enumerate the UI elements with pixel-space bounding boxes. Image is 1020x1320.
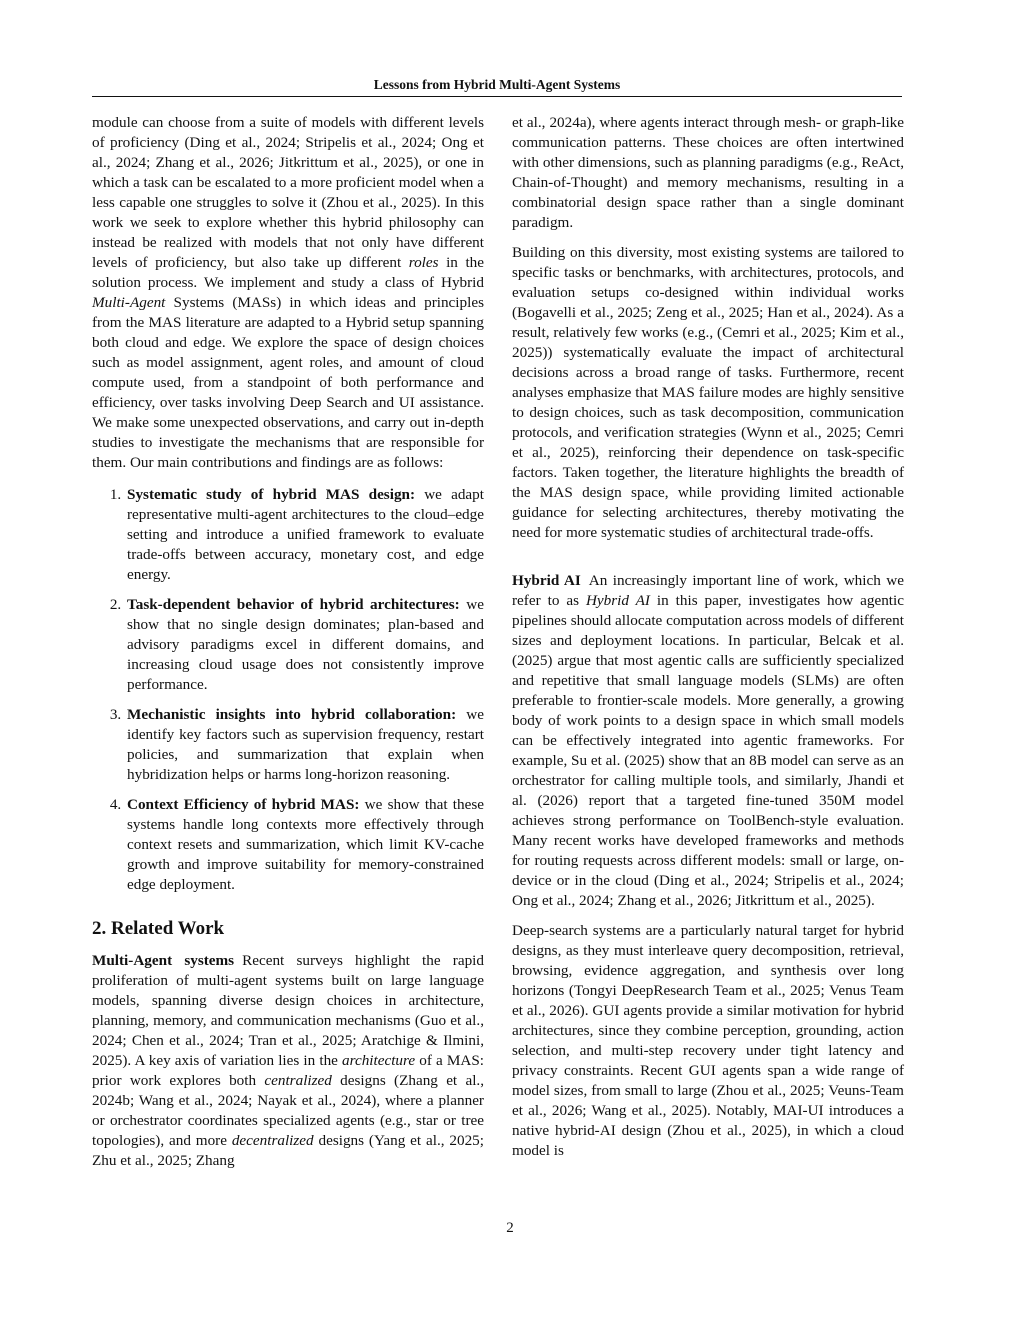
right-column [512, 113, 904, 1161]
contribution-title: Systematic study of hybrid MAS design: [127, 486, 416, 503]
contribution-body: we identify key factors such as supervision frequency, restart policies, and summarization that explain when hybridization helps or harms long-horizon reasoning. [127, 706, 484, 783]
mas-emphasis-centralized: centralized [264, 1072, 332, 1089]
contribution-body: we adapt representative multi-agent architectures to the cloud–edge setting and introduce a unified framework to evaluate trade-offs between accuracy, monetary cost, and edge energy. [127, 486, 484, 583]
mas-text-3: designs (Zhang et al., 2024b; Wang et al., 2024; Nayak et al., 2024), where a planner or orchestrator coordinates specialized agents (e.g., star or tree topologies), and more [92, 1072, 485, 1149]
multi-agent-paragraph [92, 951, 484, 1171]
contribution-item [125, 595, 484, 695]
contribution-item [125, 485, 484, 585]
mas-continuation-paragraph: et al., 2024a), where agents interact through mesh- or graph-like communication patterns. These choices are often intertwined with other dimensions, such as planning paradigms (e.g., ReAct, Chain-of-Thought) and memory mechanisms, resulting in a combinatorial design space rather than a single dominant paradigm. [512, 114, 904, 231]
mas-text-4: designs (Yang et al., 2025; Zhu et al., 2025; Zhang [92, 1132, 484, 1169]
paragraph-runin-heading: Multi-Agent systems [92, 952, 235, 969]
running-header: Lessons from Hybrid Multi-Agent Systems [373, 77, 621, 92]
contributions-list [92, 485, 484, 895]
mas-emphasis-decentralized: decentralized [231, 1132, 314, 1149]
contribution-title: Mechanistic insights into hybrid collaboration: [127, 706, 457, 723]
contribution-title: Task-dependent behavior of hybrid architectures: [127, 596, 460, 613]
contribution-title: Context Efficiency of hybrid MAS: [127, 796, 360, 813]
mas-emphasis-architecture: architecture [342, 1052, 416, 1069]
paragraph-gap [512, 553, 904, 571]
intro-paragraph [92, 113, 484, 473]
mas-text-1: Recent surveys highlight the rapid proliferation of multi-agent systems built on large language models, spanning diverse design choices in architecture, planning, memory, and communication mechanisms (Guo et al., 2024; Chen et al., 2024; Tran et al., 2025; Aratchige & Ilmini, 2025). A key axis of variation lies in the [92, 952, 484, 1069]
contribution-item [125, 705, 484, 785]
contribution-body: we show that no single design dominates; plan-based and advisory paradigms excel in different domains, and increasing cloud usage does not consistently improve performance. [127, 596, 484, 693]
mas-text-2: of a MAS: prior work explores both [92, 1052, 484, 1089]
contribution-item [125, 795, 484, 895]
page-number: 2 [506, 1220, 514, 1236]
deep-search-paragraph: Deep-search systems are a particularly natural target for hybrid designs, as they must interleave query decomposition, retrieval, browsing, evidence aggregation, and synthesis over long horizons (Tongyi DeepResearch Team et al., 2025; Venus Team et al., 2026). GUI agents provide a similar motivation for hybrid architectures, since they combine perception, grounding, action selection, and multi-step recovery under tight latency and privacy constraints. Recent GUI agents span a wide range of model sizes, from small to large (Zhou et al., 2025; Veuns-Team et al., 2026; Wang et al., 2025). Notably, MAI-UI introduces a native hybrid-AI design (Zhou et al., 2025), in which a cloud model is [512, 922, 904, 1159]
hybrid-ai-paragraph [512, 571, 904, 911]
header-rule [92, 96, 902, 97]
intro-emphasis-multi-agent: Multi-Agent [92, 294, 166, 311]
contribution-body: we show that these systems handle long contexts more effectively through context resets and summarization, which limit KV-cache growth and improve suitability for memory-constrained edge deployment. [127, 796, 484, 893]
left-column [92, 113, 484, 1171]
section-heading-related-work: 2. Related Work [92, 918, 225, 939]
hybrid-text-2: in this paper, investigates how agentic pipelines should allocate computation across models of different sizes and deployment locations. In particular, Belcak et al. (2025) argue that most agentic calls are sufficiently specialized and repetitive that small language models (SLMs) are often preferable to frontier-scale models. More generally, a growing body of work points to a design space in which small models can be effectively integrated into agentic frameworks. For example, Su et al. (2025) show that an 8B model can serve as an orchestrator for calling multiple tools, and similarly, Jhandi et al. (2026) report that a targeted fine-tuned 350M model achieves strong performance on ToolBench-style evaluation. Many recent works have developed frameworks and methods for routing requests across different models: small or large, on-device or in the cloud (Ding et al., 2024; Stripelis et al., 2024; Ong et al., 2024; Zhang et al., 2026; Jitkrittum et al., 2025). [512, 592, 904, 909]
hybrid-emphasis: Hybrid AI [585, 592, 650, 609]
intro-text-1: module can choose from a suite of models with different levels of proficiency (Ding et al., 2024; Stripelis et al., 2024; Ong et al., 2024; Zhang et al., 2026; Jitkrittum et al., 2025), or one in which a task can be escalated to a more proficient model when a less capable one struggles to solve it (Zhou et al., 2025). In this work we seek to explore whether this hybrid philosophy can instead be realized with models that not only have different levels of proficiency, but also take up different [92, 114, 484, 271]
intro-text-2: in the solution process. We implement and study a class of Hybrid [92, 254, 484, 291]
intro-text-3: Systems (MASs) in which ideas and principles from the MAS literature are adapted to a Hybrid setup spanning both cloud and edge. We explore the space of design choices such as model assignment, agent roles, and amount of cloud compute used, from a standpoint of both performance and efficiency, over tasks involving Deep Search and UI assistance. We make some unexpected observations, and carry out in-depth studies to investigate the mechanisms that are responsible for them. Our main contributions and findings are as follows: [92, 294, 484, 471]
hybrid-text-1: An increasingly important line of work, which we refer to as [512, 572, 904, 609]
intro-emphasis-roles: roles [408, 254, 439, 271]
design-diversity-paragraph: Building on this diversity, most existing systems are tailored to specific tasks or benchmarks, with architectures, protocols, and evaluation setups co-designed within individual works (Bogavelli et al., 2025; Zeng et al., 2025; Han et al., 2024). As a result, relatively few works (e.g., (Cemri et al., 2025; Kim et al., 2025)) systematically evaluate the impact of architectural decisions across a broad range of tasks. Furthermore, recent analyses emphasize that MAS failure modes are highly sensitive to design choices, such as task decomposition, communication protocols, and verification strategies (Wynn et al., 2025; Cemri et al., 2025), reinforcing their dependence on task-specific factors. Taken together, the literature highlights the breadth of the MAS design space, while providing limited actionable guidance for selecting architectures, thereby motivating the need for more systematic studies of architectural trade-offs. [512, 244, 904, 541]
paragraph-runin-heading: Hybrid AI [512, 572, 581, 589]
